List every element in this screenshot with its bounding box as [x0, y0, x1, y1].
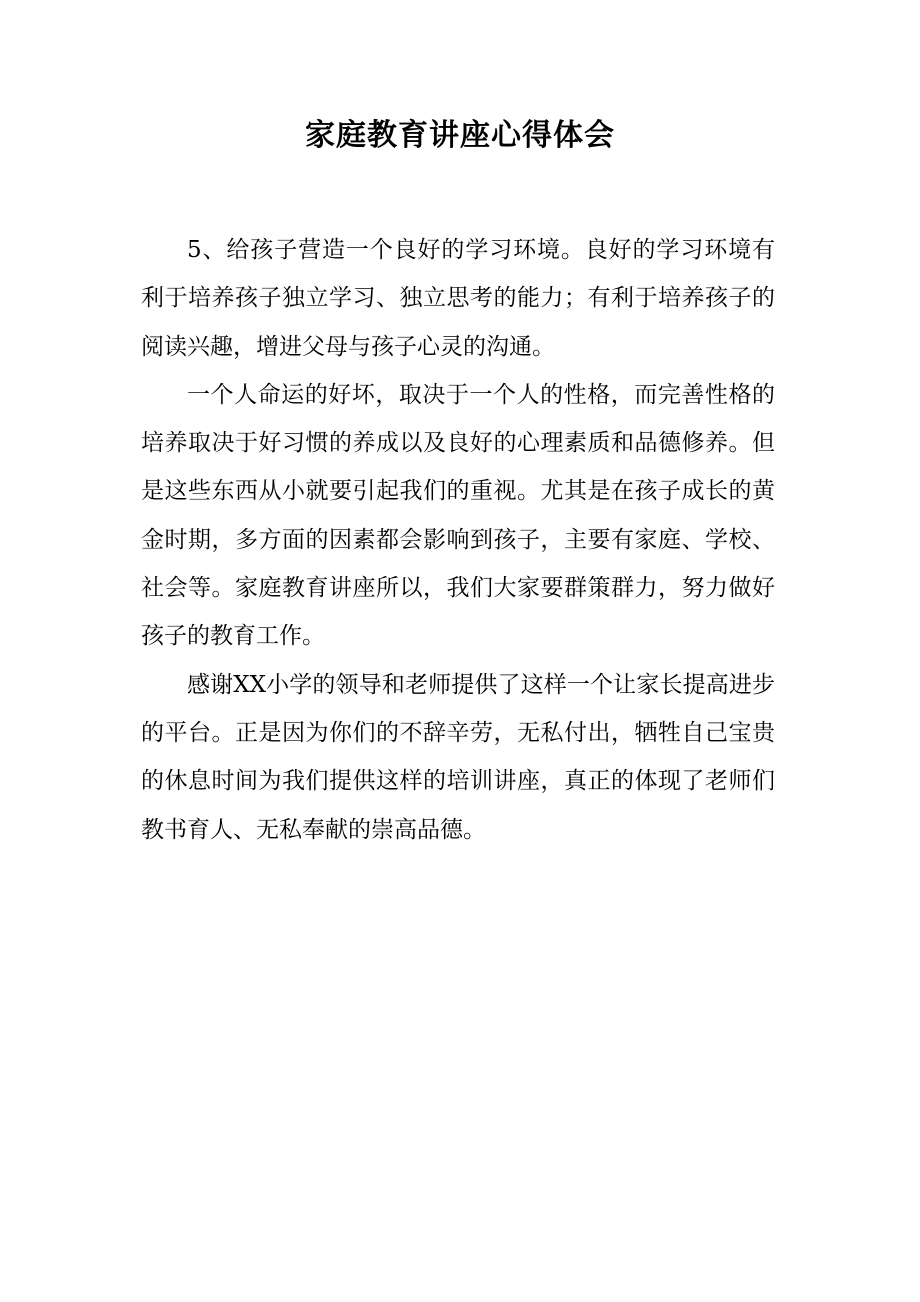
paragraph-thanks-teachers: 感谢XX小学的领导和老师提供了这样一个让家长提高进步的平台。正是因为你们的不辞辛劳，无私付出，牺牲自己宝贵的休息时间为我们提供这样的培训讲座，真正的体现了老师们教书育人、无私奉献的崇高品德。 — [141, 671, 775, 843]
document-title: 家庭教育讲座心得体会 — [305, 118, 615, 153]
document-body — [141, 226, 775, 854]
paragraph-character-habits: 一个人命运的好坏，取决于一个人的性格，而完善性格的培养取决于好习惯的养成以及良好的心理素质和品德修养。但是这些东西从小就要引起我们的重视。尤其是在孩子成长的黄金时期，多方面的因素都会影响到孩子，主要有家庭、学校、社会等。家庭教育讲座所以，我们大家要群策群力，努力做好孩子的教育工作。 — [141, 381, 775, 650]
paragraph-learning-environment: 5、给孩子营造一个良好的学习环境。良好的学习环境有利于培养孩子独立学习、独立思考的能力；有利于培养孩子的阅读兴趣，增进父母与孩子心灵的沟通。 — [141, 237, 775, 360]
